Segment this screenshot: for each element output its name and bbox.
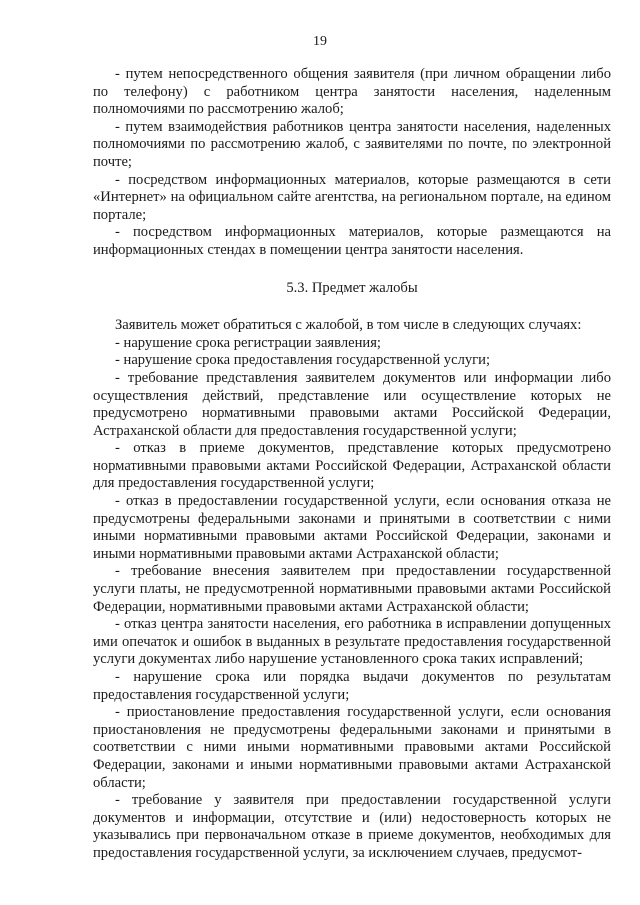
paragraph: - нарушение срока предоставления государственной услуги; [115,352,491,369]
paragraph: - посредством информационных материалов, которые размещаются на информационных стендах в помещении центра занятости населения. [93,224,611,258]
paragraph: Заявитель может обратиться с жалобой, в том числе в следующих случаях: [115,317,582,334]
paragraph: - путем взаимодействия работников центра занятости населения, наделенных полномочиями по рассмотрению жалоб, с заявителями по почте, по электронной почте; [93,118,611,170]
section-heading: 5.3. Предмет жалобы [286,279,418,296]
paragraph: - требование у заявителя при предоставлении государственной услуги документов и информации, отсутствие и (или) недостоверность которых не указывались при первоначальном отказе в приеме документов, необходимых для предоставления государственной услуги, за исключением случаев, предусмот- [93,792,611,861]
paragraph: - отказ в приеме документов, представление которых предусмотрено нормативными правовыми актами Российской Федерации, Астраханской области для предоставления государственной услуги; [93,440,611,492]
paragraph: - требование внесения заявителем при предоставлении государственной услуги платы, не предусмотренной нормативными правовыми актами Российской Федерации, нормативными правовыми актами Астраханской области; [93,563,611,615]
paragraph: - посредством информационных материалов, которые размещаются в сети «Интернет» на официальном сайте агентства, на региональном портале, на едином портале; [93,171,611,223]
paragraph: - отказ центра занятости населения, его работника в исправлении допущенных ими опечаток и ошибок в выданных в результате предоставления государственной услуги документах либо нарушение установленного срока таких исправлений; [93,616,611,668]
paragraph: - путем непосредственного общения заявителя (при личном обращении либо по телефону) с работником центра занятости населения, наделенным полномочиями по рассмотрению жалоб; [93,66,611,118]
paragraph: - отказ в предоставлении государственной услуги, если основания отказа не предусмотрены федеральными законами и принятыми в соответствии с ними иными нормативными правовыми актами Российской Федерации, законами и иными нормативными правовыми актами Астраханской области; [93,493,611,562]
paragraph: - нарушение срока или порядка выдачи документов по результатам предоставления государственной услуги; [93,669,611,703]
page-content [93,66,611,863]
page-number: 19 [313,34,327,49]
paragraph: - требование представления заявителем документов или информации либо осуществления действий, представление или осуществление которых не предусмотрено нормативными правовыми актами Российской Федерации, Астраханской области для предоставления государственной услуги; [93,369,611,439]
paragraph: - приостановление предоставления государственной услуги, если основания приостановления не предусмотрены федеральными законами и принятыми в соответствии с ними иными нормативными правовыми актами Российской Федерации, законами и иными нормативными правовыми актами Астраханской области; [93,704,611,791]
paragraph: - нарушение срока регистрации заявления; [115,334,381,351]
